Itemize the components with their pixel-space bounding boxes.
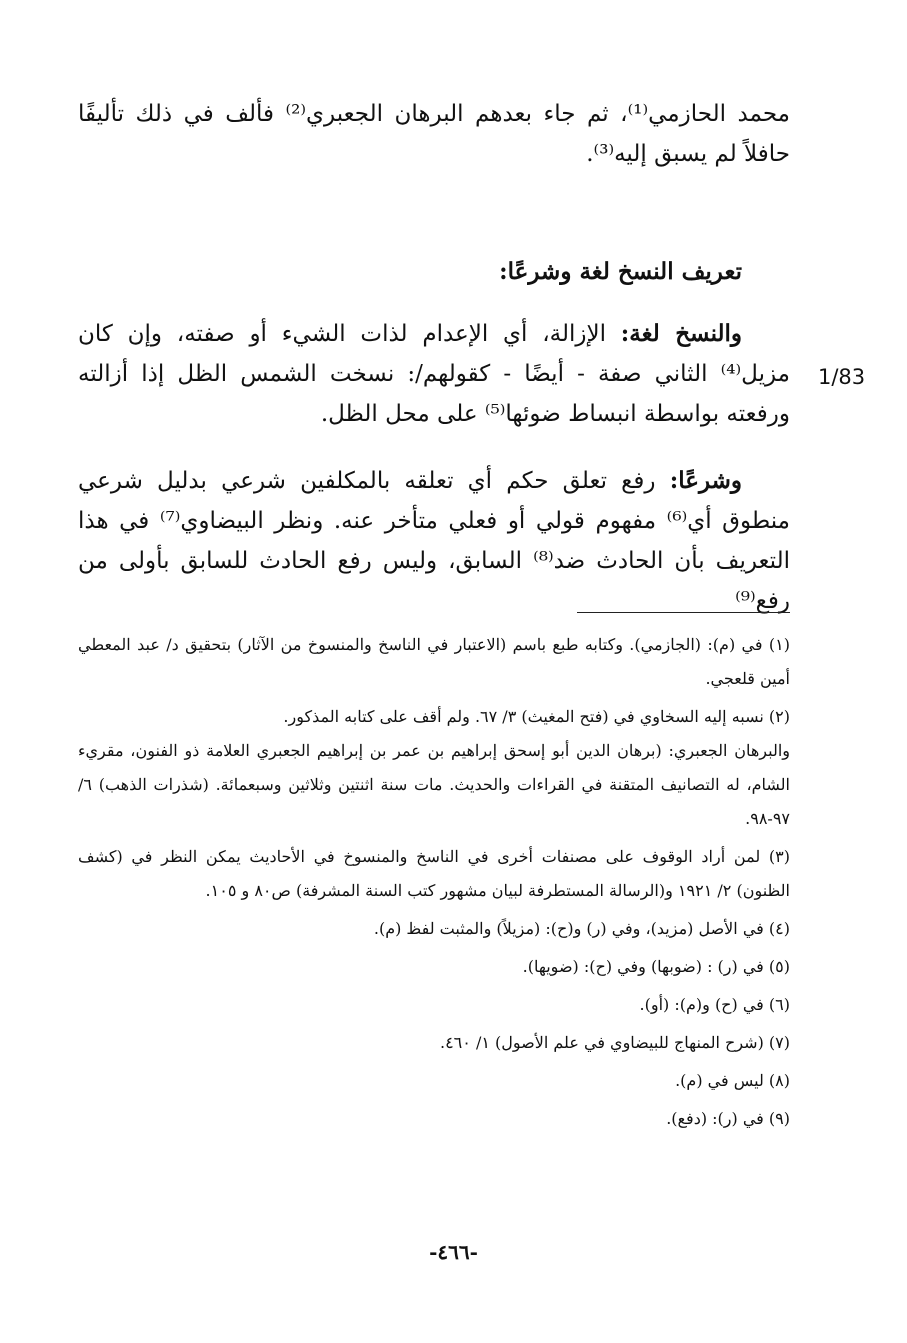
body-paragraph-3	[78, 461, 790, 621]
body-paragraph-1	[78, 94, 790, 174]
footnote-8: (٨) ليس في (م).	[675, 1071, 790, 1090]
footnote-2-continuation: والبرهان الجعبري: (برهان الدين أبو إسحق إبراهيم بن عمر بن إبراهيم الجعبري العلامة ذو الفنون، مقريء الشام، له التصانيف المتقنة في القراءات والحديث. مات سنة اثنتين وثلاثين وسبعمائة. (شذرات الذهب) ٦/ ٩٧-٩٨.	[78, 741, 790, 828]
paragraph-1-text: محمد الحازمي⁽¹⁾، ثم جاء بعدهم البرهان الجعبري⁽²⁾ فألف في ذلك تأليفًا حافلاً لم يسبق إليه⁽³⁾.	[78, 101, 790, 167]
footnote-separator	[577, 612, 790, 613]
footnote-6: (٦) في (ح) و(م): (أو).	[639, 995, 790, 1014]
footnote-4: (٤) في الأصل (مزيد)، وفي (ر) و(ح): (مزيلاً) والمثبت لفظ (م).	[373, 919, 790, 938]
footnote-3: (٣) لمن أراد الوقوف على مصنفات أخرى في الناسخ والمنسوخ في الأحاديث يمكن النظر في (كشف الظنون) ٢/ ١٩٢١ و(الرسالة المستطرفة لبيان مشهور كتب السنة المشرفة) ص٨٠ و ١٠٥.	[78, 847, 790, 900]
footnote-2: (٢) نسبه إليه السخاوي في (فتح المغيث) ٣/ ٦٧. ولم أقف على كتابه المذكور.	[283, 707, 790, 726]
body-paragraph-2	[78, 314, 790, 434]
footnote-7: (٧) (شرح المنهاج للبيضاوي في علم الأصول) ١/ ٤٦٠.	[439, 1033, 790, 1052]
footnotes	[78, 628, 790, 1136]
paragraph-2-text: الإزالة، أي الإعدام لذات الشيء أو صفته، وإن كان مزيل⁽⁴⁾ الثاني صفة - أيضًا - كقولهم/: نسخت الشمس الظل إذا أزالته ورفعته بواسطة انبساط ضوئها⁽⁵⁾ على محل الظل.	[78, 321, 790, 427]
page-number: -٤٦٦-	[429, 1240, 478, 1264]
term-legal: وشرعًا:	[669, 467, 743, 494]
footnote-1: (١) في (م): (الجازمي). وكتابه طبع باسم (الاعتبار في الناسخ والمنسوخ من الآثار) بتحقيق د/ عبد المعطي أمين قلعجي.	[78, 635, 790, 688]
margin-reference: 1/83	[818, 365, 866, 389]
section-heading: تعريف النسخ لغة وشرعًا:	[499, 258, 742, 285]
term-linguistic: والنسخ لغة:	[620, 320, 743, 347]
footnote-9: (٩) في (ر): (دفع).	[666, 1109, 790, 1128]
paragraph-3-text: رفع تعلق حكم أي تعلقه بالمكلفين شرعي بدليل شرعي منطوق أي⁽⁶⁾ مفهوم قولي أو فعلي متأخر عنه. ونظر البيضاوي⁽⁷⁾ في هذا التعريف بأن الحادث ضد⁽⁸⁾ السابق، وليس رفع الحادث للسابق بأولى من رفع⁽⁹⁾	[78, 468, 790, 614]
footnote-5: (٥) في (ر) : (ضوبها) وفي (ح): (ضويها).	[522, 957, 790, 976]
